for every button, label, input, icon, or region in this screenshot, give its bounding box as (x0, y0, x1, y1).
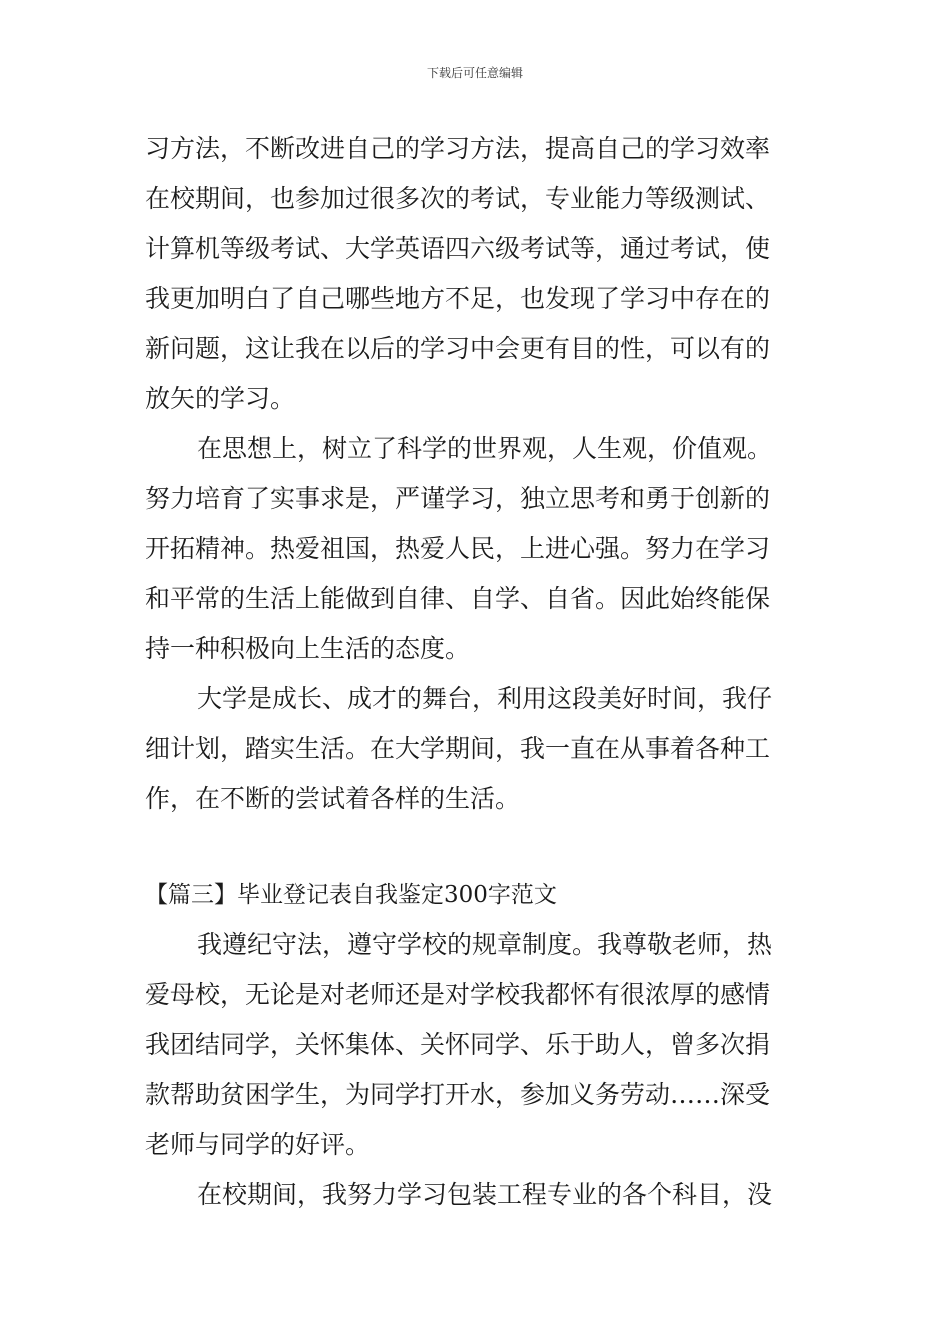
section-heading: 【篇三】毕业登记表自我鉴定300字范文 (145, 882, 557, 908)
text-line: 放矢的学习。 (145, 384, 296, 413)
paragraph (145, 674, 805, 824)
text-line: 我更加明白了自己哪些地方不足，也发现了学习中存在的 (145, 284, 771, 313)
text-line: 老师与同学的好评。 (145, 1130, 371, 1159)
paragraph (145, 424, 805, 674)
text-line: 爱母校，无论是对老师还是对学校我都怀有很浓厚的感情 (145, 980, 771, 1009)
text-line: 细计划，踏实生活。在大学期间，我一直在从事着各种工 (145, 734, 771, 763)
text-line: 在校期间，我努力学习包装工程专业的各个科目，没 (197, 1180, 773, 1209)
text-line: 持一种积极向上生活的态度。 (145, 634, 471, 663)
text-line: 我团结同学，关怀集体、关怀同学、乐于助人，曾多次捐 (145, 1030, 771, 1059)
text-line: 我遵纪守法，遵守学校的规章制度。我尊敬老师，热 (197, 930, 773, 959)
text-line: 在思想上，树立了科学的世界观，人生观，价值观。 (197, 434, 773, 463)
text-line: 计算机等级考试、大学英语四六级考试等，通过考试，使 (145, 234, 771, 263)
page-header: 下载后可任意编辑 (426, 66, 523, 80)
paragraph (145, 920, 805, 1170)
text-line: 开拓精神。热爱祖国，热爱人民，上进心强。努力在学习 (145, 534, 771, 563)
text-line: 努力培育了实事求是，严谨学习，独立思考和勇于创新的 (145, 484, 771, 513)
text-line: 习方法，不断改进自己的学习方法，提高自己的学习效率 (145, 134, 771, 163)
document-body (145, 124, 805, 1220)
paragraph-gap (145, 824, 805, 870)
paragraph (145, 1170, 805, 1220)
text-line: 新问题，这让我在以后的学习中会更有目的性，可以有的 (145, 334, 771, 363)
paragraph (145, 124, 805, 424)
text-line: 在校期间，也参加过很多次的考试，专业能力等级测试、 (145, 184, 771, 213)
text-line: 作，在不断的尝试着各样的生活。 (145, 784, 521, 813)
text-line: 和平常的生活上能做到自律、自学、自省。因此始终能保 (145, 584, 771, 613)
text-line: 款帮助贫困学生，为同学打开水，参加义务劳动……深受 (145, 1080, 771, 1109)
text-line: 大学是成长、成才的舞台，利用这段美好时间，我仔 (197, 684, 773, 713)
